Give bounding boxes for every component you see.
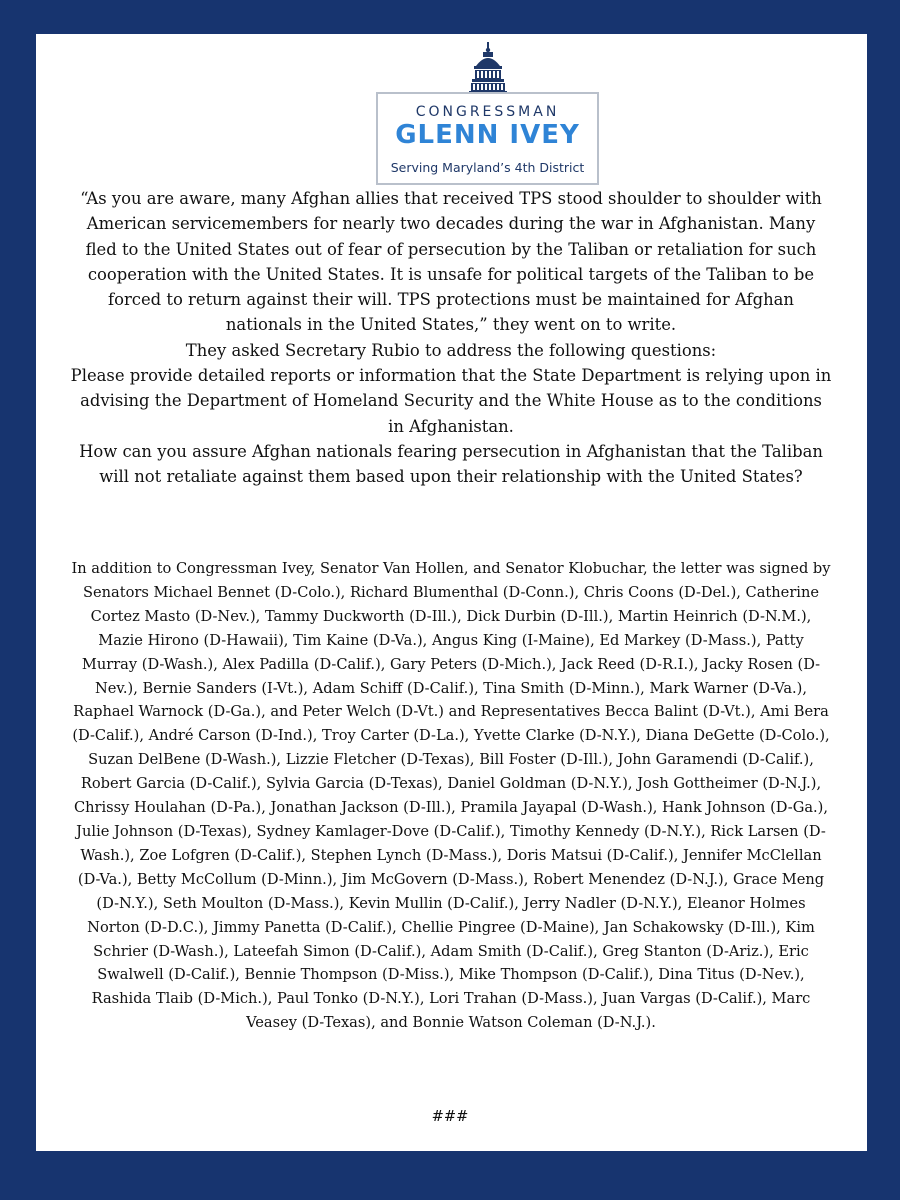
logo-name: GLENN IVEY	[395, 120, 580, 150]
question-2: How can you assure Afghan nationals fearing persecution in Afghanistan that the Taliban will not retaliate against them based upon their relationship with the United States?	[79, 441, 823, 487]
signers-paragraph: In addition to Congressman Ivey, Senator Van Hollen, and Senator Klobuchar, the letter was signed by Senators Michael Bennet (D-Colo.), Richard Blumenthal (D-Conn.), Chris Coons (D-Del.), Catherine Cortez Masto (D-Nev.), Tammy Duckworth (D-Ill.), Dick Durbin (D-Ill.), Martin Heinrich (D-N.M.), Mazie Hirono (D-Hawaii), Tim Kaine (D-Va.), Angus King (I-Maine), Ed Markey (D-Mass.), Patty Murray (D-Wash.), Alex Padilla (D-Calif.), Gary Peters (D-Mich.), Jack Reed (D-R.I.), Jacky Rosen (D-Nev.), Bernie Sanders (I-Vt.), Adam Schiff (D-Calif.), Tina Smith (D-Minn.), Mark Warner (D-Va.), Raphael Warnock (D-Ga.), and Peter Welch (D-Vt.) and Representatives Becca Balint (D-Vt.), Ami Bera (D-Calif.), André Carson (D-Ind.), Troy Carter (D-La.), Yvette Clarke (D-N.Y.), Diana DeGette (D-Colo.), Suzan DelBene (D-Wash.), Lizzie Fletcher (D-Texas), Bill Foster (D-Ill.), John Garamendi (D-Calif.), Robert Garcia (D-Calif.), Sylvia Garcia (D-Texas), Daniel Goldman (D-N.Y.), Josh Gottheimer (D-N.J.), Chrissy Houlahan (D-Pa.), Jonathan Jackson (D-Ill.), Pramila Jayapal (D-Wash.), Hank Johnson (D-Ga.), Julie Johnson (D-Texas), Sydney Kamlager-Dove (D-Calif.), Timothy Kennedy (D-N.Y.), Rick Larsen (D-Wash.), Zoe Lofgren (D-Calif.), Stephen Lynch (D-Mass.), Doris Matsui (D-Calif.), Jennifer McClellan (D-Va.), Betty McCollum (D-Minn.), Jim McGovern (D-Mass.), Robert Menendez (D-N.J.), Grace Meng (D-N.Y.), Seth Moulton (D-Mass.), Kevin Mullin (D-Calif.), Jerry Nadler (D-N.Y.), Eleanor Holmes Norton (D-D.C.), Jimmy Panetta (D-Calif.), Chellie Pingree (D-Maine), Jan Schakowsky (D-Ill.), Kim Schrier (D-Wash.), Lateefah Simon (D-Calif.), Adam Smith (D-Calif.), Greg Stanton (D-Ariz.), Eric Swalwell (D-Calif.), Bennie Thompson (D-Miss.), Mike Thompson (D-Calif.), Dina Titus (D-Nev.), Rashida Tlaib (D-Mich.), Paul Tonko (D-N.Y.), Lori Trahan (D-Mass.), Juan Vargas (D-Calif.), Marc Veasey (D-Texas), and Bonnie Watson Coleman (D-N.J.).	[71, 560, 831, 1032]
capitol-dome-icon	[467, 42, 509, 96]
quote-paragraph: “As you are aware, many Afghan allies that received TPS stood shoulder to shoulder with American servicemembers for nearly two decades during the war in Afghanistan. Many fled to the United States out of fear of persecution by the Taliban or retaliation for such cooperation with the United States. It is unsafe for political targets of the Taliban to be forced to return against their will. TPS protections must be maintained for Afghan nationals in the United States,” they went on to write.	[80, 189, 822, 335]
logo-tagline: Serving Maryland’s 4th District	[390, 160, 585, 175]
end-mark: ###	[431, 1108, 469, 1125]
congressman-logo	[376, 92, 599, 185]
question-1: Please provide detailed reports or information that the State Department is relying upon in advising the Department of Homeland Security and the White House as to the conditions in Afghanistan.	[70, 366, 832, 436]
signers-section	[70, 557, 832, 1035]
questions-intro: They asked Secretary Rubio to address the following questions:	[185, 340, 717, 360]
quote-section	[70, 186, 832, 490]
logo-title: CONGRESSMAN	[415, 104, 560, 120]
